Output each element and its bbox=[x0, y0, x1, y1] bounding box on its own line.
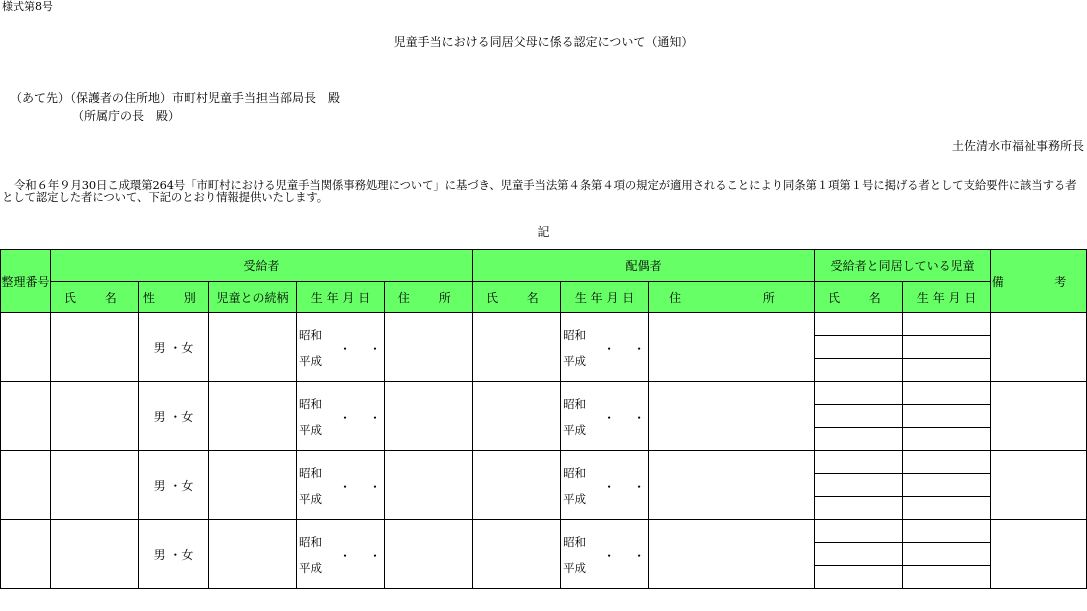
ki-marker: 記 bbox=[537, 225, 550, 239]
remarks-cell[interactable] bbox=[991, 313, 1087, 382]
child-dob-cell[interactable] bbox=[903, 382, 991, 405]
recipient-name-header: 氏 名 bbox=[51, 282, 139, 313]
relationship-cell[interactable] bbox=[209, 382, 297, 451]
era-heisei-label: 平成 bbox=[563, 354, 587, 368]
era-heisei-label: 平成 bbox=[299, 561, 322, 575]
remarks-cell[interactable] bbox=[991, 382, 1087, 451]
date-separator-dots: ・・ bbox=[603, 480, 664, 494]
child-name-cell[interactable] bbox=[815, 566, 903, 589]
remarks-cell[interactable] bbox=[991, 520, 1087, 589]
child-name-cell[interactable] bbox=[815, 497, 903, 520]
reference-no-header: 整理番号 bbox=[1, 250, 51, 313]
era-heisei-label: 平成 bbox=[299, 492, 322, 506]
era-showa-label: 昭和 bbox=[563, 328, 587, 342]
spouse-name-cell[interactable] bbox=[473, 313, 561, 382]
body-text: 令和６年９月30日こ成環第264号「市町村における児童手当関係事務処理について」に基づき、児童手当法第４条第４項の規定が適用されることにより同条第１項第１号に掲げる者として支給要件に該当する者として認定した者について、下記のとおり情報提供いたします。 bbox=[2, 178, 1077, 204]
relationship-header: 児童との続柄 bbox=[209, 282, 297, 313]
gender-options: 男 ・女 bbox=[153, 409, 194, 424]
child-name-cell[interactable] bbox=[815, 474, 903, 497]
spouse-name-header: 氏 名 bbox=[473, 282, 561, 313]
addressee-line-1: （あて先）（保護者の住所地）市町村児童手当担当部局長 殿 bbox=[10, 91, 341, 105]
child-name-cell[interactable] bbox=[815, 520, 903, 543]
relationship-cell[interactable] bbox=[209, 313, 297, 382]
spouse-name-cell[interactable] bbox=[473, 451, 561, 520]
child-dob-cell[interactable] bbox=[903, 313, 991, 336]
child-dob-cell[interactable] bbox=[903, 428, 991, 451]
date-separator-dots: ・・ bbox=[603, 549, 664, 563]
era-showa-label: 昭和 bbox=[563, 397, 587, 411]
spouse-dob-cell[interactable] bbox=[561, 451, 664, 520]
spouse-address-cell[interactable] bbox=[649, 520, 815, 589]
child-name-cell[interactable] bbox=[815, 405, 903, 428]
child-name-cell[interactable] bbox=[815, 543, 903, 566]
child-dob-cell[interactable] bbox=[903, 359, 991, 382]
child-dob-header: 生 年 月 日 bbox=[903, 282, 991, 313]
reference-no-cell[interactable] bbox=[1, 451, 51, 520]
reference-no-cell[interactable] bbox=[1, 520, 51, 589]
document-title: 児童手当における同居父母に係る認定について（通知） bbox=[393, 35, 694, 49]
table-row bbox=[1, 313, 1087, 336]
spouse-address-cell[interactable] bbox=[649, 451, 815, 520]
spouse-header: 配偶者 bbox=[473, 250, 815, 282]
era-showa-label: 昭和 bbox=[299, 397, 322, 411]
era-showa-label: 昭和 bbox=[299, 466, 322, 480]
relationship-cell[interactable] bbox=[209, 451, 297, 520]
recipient-gender-cell[interactable] bbox=[139, 313, 209, 382]
era-heisei-label: 平成 bbox=[563, 423, 587, 437]
spouse-name-cell[interactable] bbox=[473, 382, 561, 451]
recipient-dob-cell[interactable] bbox=[297, 451, 400, 520]
date-separator-dots: ・・ bbox=[339, 411, 400, 425]
remarks-header: 備 考 bbox=[991, 250, 1087, 313]
child-name-header: 氏 名 bbox=[815, 282, 903, 313]
date-separator-dots: ・・ bbox=[339, 549, 400, 563]
date-separator-dots: ・・ bbox=[339, 480, 400, 494]
recipient-dob-cell[interactable] bbox=[297, 313, 400, 382]
recipient-gender-cell[interactable] bbox=[139, 451, 209, 520]
spouse-dob-cell[interactable] bbox=[561, 520, 664, 589]
era-heisei-label: 平成 bbox=[299, 354, 322, 368]
date-separator-dots: ・・ bbox=[603, 342, 664, 356]
spouse-name-cell[interactable] bbox=[473, 520, 561, 589]
child-name-cell[interactable] bbox=[815, 336, 903, 359]
child-dob-cell[interactable] bbox=[903, 336, 991, 359]
child-dob-cell[interactable] bbox=[903, 566, 991, 589]
recipient-header: 受給者 bbox=[51, 250, 473, 282]
spouse-dob-cell[interactable] bbox=[561, 313, 664, 382]
child-name-cell[interactable] bbox=[815, 382, 903, 405]
notification-table bbox=[0, 249, 1087, 589]
children-header: 受給者と同居している児童 bbox=[815, 250, 991, 282]
reference-no-cell[interactable] bbox=[1, 313, 51, 382]
spouse-address-cell[interactable] bbox=[649, 313, 815, 382]
recipient-name-cell[interactable] bbox=[51, 382, 139, 451]
era-heisei-label: 平成 bbox=[563, 492, 587, 506]
spouse-address-cell[interactable] bbox=[649, 382, 815, 451]
child-dob-cell[interactable] bbox=[903, 474, 991, 497]
sender: 土佐清水市福祉事務所長 bbox=[951, 139, 1084, 153]
gender-options: 男 ・女 bbox=[153, 547, 194, 562]
remarks-cell[interactable] bbox=[991, 451, 1087, 520]
child-dob-cell[interactable] bbox=[903, 405, 991, 428]
table-row bbox=[1, 520, 1087, 543]
child-name-cell[interactable] bbox=[815, 313, 903, 336]
child-name-cell[interactable] bbox=[815, 451, 903, 474]
spouse-dob-cell[interactable] bbox=[561, 382, 664, 451]
reference-no-cell[interactable] bbox=[1, 382, 51, 451]
date-separator-dots: ・・ bbox=[339, 342, 400, 356]
relationship-cell[interactable] bbox=[209, 520, 297, 589]
child-name-cell[interactable] bbox=[815, 359, 903, 382]
addressee-line-2: （所属庁の長 殿） bbox=[72, 109, 181, 123]
recipient-address-header: 住 所 bbox=[385, 282, 473, 313]
recipient-name-cell[interactable] bbox=[51, 520, 139, 589]
child-dob-cell[interactable] bbox=[903, 497, 991, 520]
era-showa-label: 昭和 bbox=[299, 328, 322, 342]
child-dob-cell[interactable] bbox=[903, 451, 991, 474]
recipient-gender-cell[interactable] bbox=[139, 520, 209, 589]
recipient-dob-header: 生 年 月 日 bbox=[297, 282, 385, 313]
era-showa-label: 昭和 bbox=[563, 535, 587, 549]
recipient-gender-header: 性 別 bbox=[139, 282, 209, 313]
spouse-dob-header: 生 年 月 日 bbox=[561, 282, 649, 313]
date-separator-dots: ・・ bbox=[603, 411, 664, 425]
child-dob-cell[interactable] bbox=[903, 520, 991, 543]
recipient-dob-cell[interactable] bbox=[297, 520, 400, 589]
era-showa-label: 昭和 bbox=[299, 535, 322, 549]
child-name-cell[interactable] bbox=[815, 428, 903, 451]
recipient-name-cell[interactable] bbox=[51, 313, 139, 382]
spouse-address-header: 住 所 bbox=[649, 282, 815, 313]
gender-options: 男 ・女 bbox=[153, 478, 194, 493]
recipient-gender-cell[interactable] bbox=[139, 382, 209, 451]
gender-options: 男 ・女 bbox=[153, 340, 194, 355]
recipient-name-cell[interactable] bbox=[51, 451, 139, 520]
child-dob-cell[interactable] bbox=[903, 543, 991, 566]
form-number: 様式第8号 bbox=[2, 0, 53, 13]
table-row bbox=[1, 382, 1087, 405]
era-showa-label: 昭和 bbox=[563, 466, 587, 480]
era-heisei-label: 平成 bbox=[299, 423, 322, 437]
era-heisei-label: 平成 bbox=[563, 561, 587, 575]
table-row bbox=[1, 451, 1087, 474]
recipient-dob-cell[interactable] bbox=[297, 382, 400, 451]
